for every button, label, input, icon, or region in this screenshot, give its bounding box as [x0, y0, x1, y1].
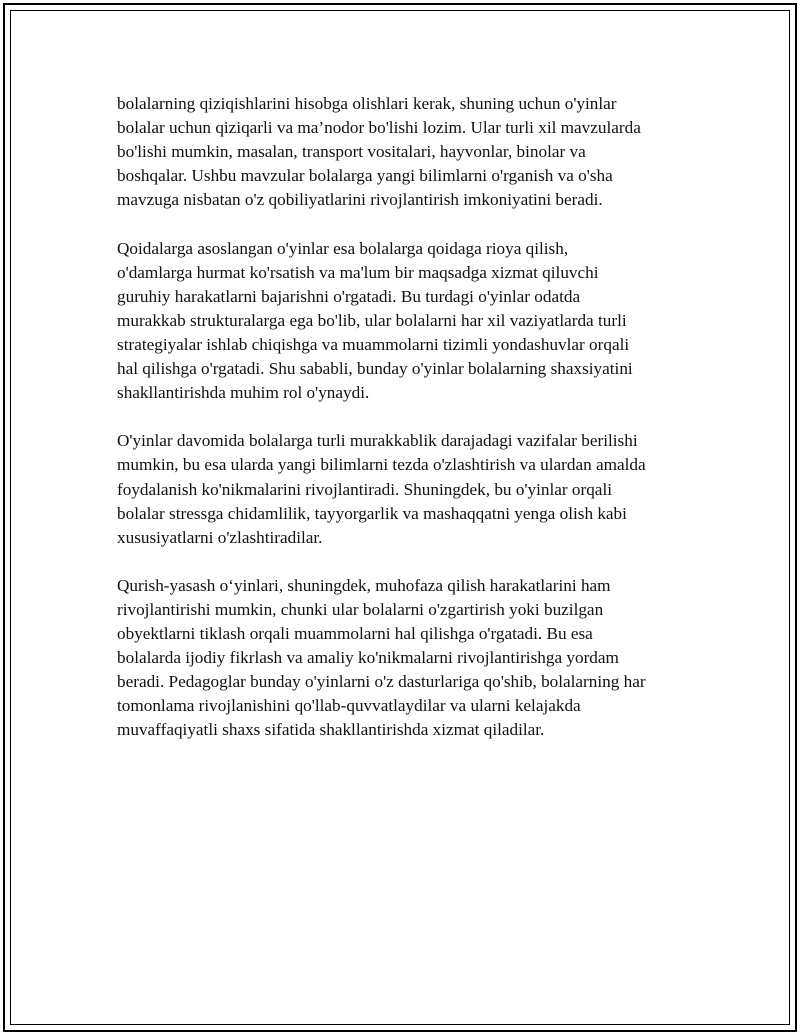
paragraph-4: Qurish-yasash o‘yinlari, shuningdek, muhofaza qilish harakatlarini ham rivojlantirishi mumkin, chunki ular bolalarni o'zgartirish yoki buzilgan obyektlarni tiklash orqali muammolarni hal qilishga o'rgatadi. Bu esa bolalarda ijodiy fikrlash va amaliy ko'nikmalarni rivojlantirishga yordam beradi. Pedagoglar bunday o'yinlarni o'z dasturlariga qo'shib, bolalarning har tomonlama rivojlanishini qo'llab-quvvatlaydilar va ularni kelajakda muvaffaqiyatli shaxs sifatida shakllantirishda xizmat qiladilar. — [117, 575, 646, 740]
paragraph-2: Qoidalarga asoslangan o'yinlar esa bolalarga qoidaga rioya qilish, o'damlarga hurmat ko'rsatish va ma'lum bir maqsadga xizmat qiluvchi guruhiy harakatlarni bajarishni o'rgatadi. Bu turdagi o'yinlar odatda murakkab strukturalarga ega bo'lib, ular bolalarni har xil vaziyatlarda turli strategiyalar ishlab chiqishga va muammolarni tizimli yondashuvlar orqali hal qilishga o'rgatadi. Shu sababli, bunday o'yinlar bolalarning shaxsiyatini shakllantirishda muhim rol o'ynaydi. — [117, 238, 633, 403]
document-body — [117, 92, 697, 767]
paragraph-1: bolalarning qiziqishlarini hisobga olishlari kerak, shuning uchun o'yinlar bolalar uchun qiziqarli va ma’nodor bo'lishi lozim. Ular turli xil mavzularda bo'lishi mumkin, masalan, transport vositalari, hayvonlar, binolar va boshqalar. Ushbu mavzular bolalarga yangi bilimlarni o'rganish va o'sha mavzuga nisbatan o'z qobiliyatlarini rivojlantirish imkoniyatini beradi. — [117, 94, 641, 210]
paragraph-3: O'yinlar davomida bolalarga turli murakkablik darajadagi vazifalar berilishi mumkin, bu esa ularda yangi bilimlarni tezda o'zlashtirish va ulardan amalda foydalanish ko'nikmalarini rivojlantiradi. Shuningdek, bu o'yinlar orqali bolalar stressga chidamlilik, tayyorgarlik va mashaqqatni yenga olish kabi xususiyatlarni o'zlashtiradilar. — [117, 431, 646, 547]
